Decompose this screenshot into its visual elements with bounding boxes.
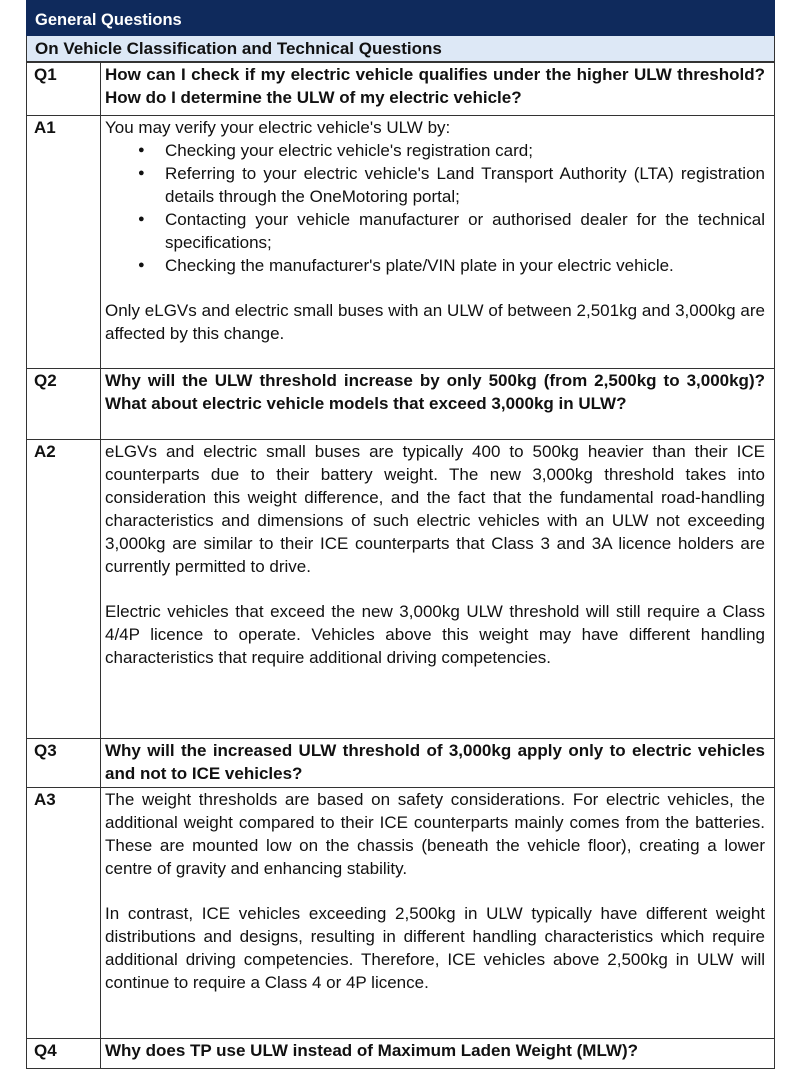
question-row bbox=[27, 63, 775, 116]
question-text: Why will the increased ULW threshold of 3,000kg apply only to electric vehicles and not to ICE vehicles? bbox=[101, 739, 775, 788]
row-label: Q1 bbox=[27, 63, 101, 116]
question-text: How can I check if my electric vehicle qualifies under the higher ULW threshold? How do I determine the ULW of my electric vehicle? bbox=[101, 63, 775, 116]
answer-row bbox=[27, 116, 775, 369]
answer-intro: You may verify your electric vehicle's ULW by: bbox=[105, 118, 451, 137]
answer-paragraph: In contrast, ICE vehicles exceeding 2,500kg in ULW typically have different weight distributions and designs, resulting in different handling characteristics which require additional driving competencies. Therefore, ICE vehicles above 2,500kg in ULW will continue to require a Class 4 or 4P licence. bbox=[105, 904, 765, 992]
list-item: ● Contacting your vehicle manufacturer or authorised dealer for the technical specifications; bbox=[165, 208, 765, 254]
answer-text bbox=[101, 788, 775, 1039]
question-text: Why will the ULW threshold increase by only 500kg (from 2,500kg to 3,000kg)? What about electric vehicle models that exceed 3,000kg in ULW? bbox=[101, 369, 775, 440]
faq-table bbox=[26, 62, 775, 1069]
answer-paragraph: The weight thresholds are based on safety considerations. For electric vehicles, the additional weight compared to their ICE counterparts mainly comes from the batteries. These are mounted low on the chassis (beneath the vehicle floor), creating a lower centre of gravity and enhancing stability. bbox=[105, 790, 765, 878]
answer-text bbox=[101, 116, 775, 369]
answer-paragraph: Only eLGVs and electric small buses with an ULW of between 2,501kg and 3,000kg are affected by this change. bbox=[105, 301, 765, 343]
row-label: A2 bbox=[27, 440, 101, 739]
question-row bbox=[27, 369, 775, 440]
faq-document bbox=[26, 0, 775, 1069]
answer-paragraph: Electric vehicles that exceed the new 3,000kg ULW threshold will still require a Class 4/4P licence to operate. Vehicles above this weight may have different handling characteristics that require additional driving competencies. bbox=[105, 602, 765, 667]
list-item: ● Checking your electric vehicle's registration card; bbox=[165, 139, 765, 162]
question-row bbox=[27, 739, 775, 788]
row-label: Q2 bbox=[27, 369, 101, 440]
list-item: ● Referring to your electric vehicle's Land Transport Authority (LTA) registration details through the OneMotoring portal; bbox=[165, 162, 765, 208]
row-label: Q3 bbox=[27, 739, 101, 788]
row-label: A1 bbox=[27, 116, 101, 369]
row-label: Q4 bbox=[27, 1039, 101, 1069]
list-item: ● Checking the manufacturer's plate/VIN plate in your electric vehicle. bbox=[165, 254, 765, 277]
answer-text bbox=[101, 440, 775, 739]
question-row bbox=[27, 1039, 775, 1069]
section-header: General Questions bbox=[26, 0, 775, 36]
answer-row bbox=[27, 788, 775, 1039]
bullet-list bbox=[105, 139, 765, 277]
question-text: Why does TP use ULW instead of Maximum Laden Weight (MLW)? bbox=[101, 1039, 775, 1069]
answer-row bbox=[27, 440, 775, 739]
subsection-header: On Vehicle Classification and Technical Questions bbox=[26, 36, 775, 62]
row-label: A3 bbox=[27, 788, 101, 1039]
answer-paragraph: eLGVs and electric small buses are typically 400 to 500kg heavier than their ICE counterparts due to their battery weight. The new 3,000kg threshold takes into consideration this weight difference, and the fact that the fundamental road-handling characteristics and dimensions of such electric vehicles with an ULW not exceeding 3,000kg are similar to their ICE counterparts that Class 3 and 3A licence holders are currently permitted to drive. bbox=[105, 442, 765, 576]
